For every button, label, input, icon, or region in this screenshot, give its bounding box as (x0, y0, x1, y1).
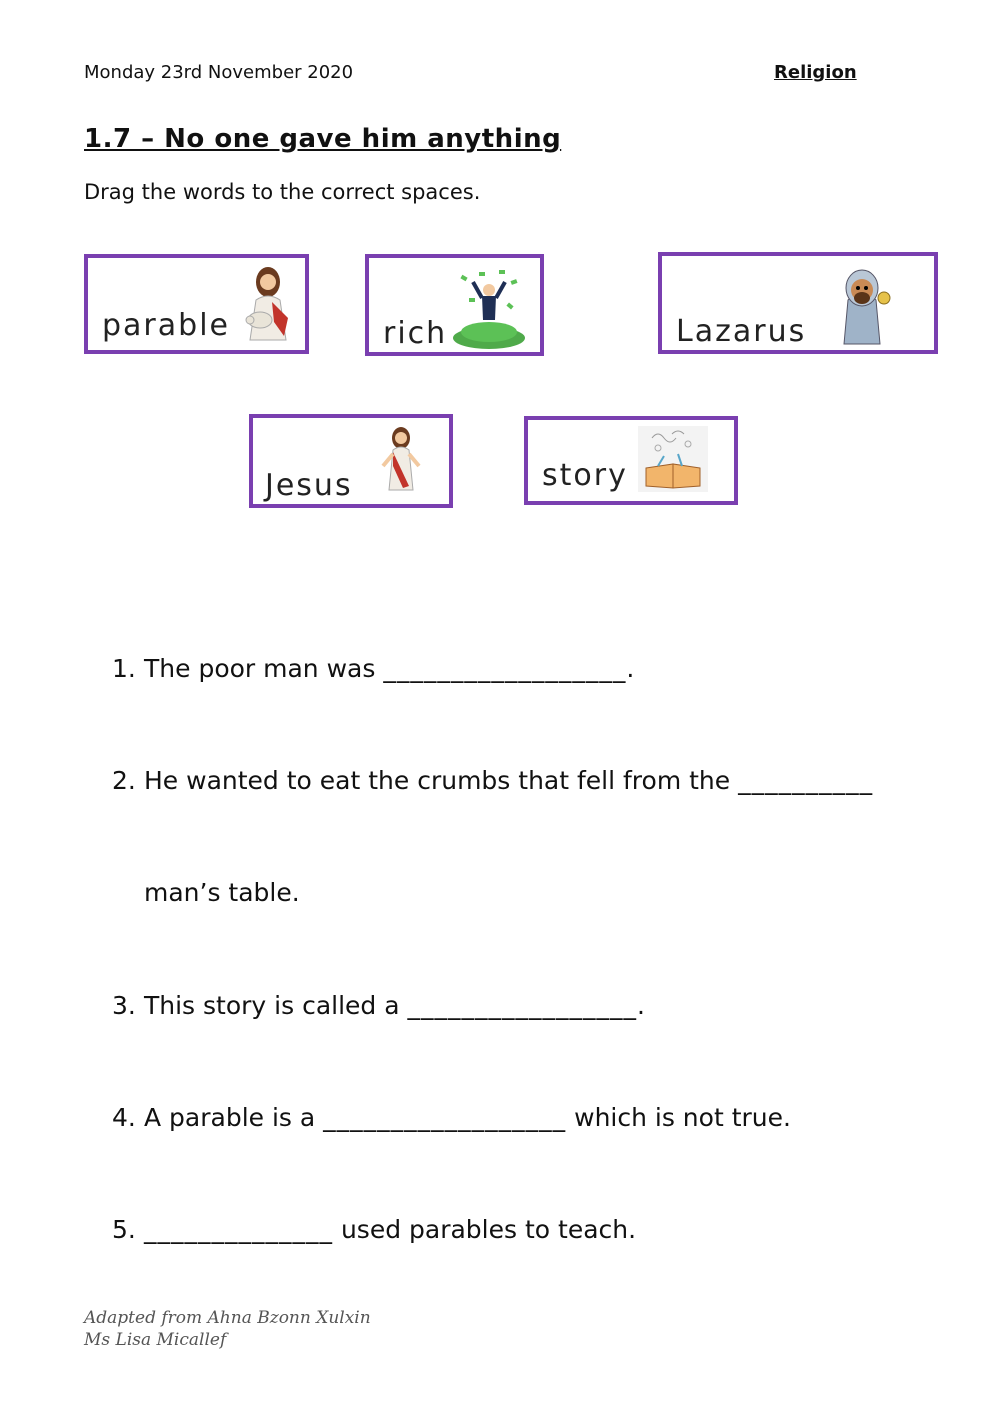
question-5 (112, 1215, 636, 1244)
word-card-label: rich (383, 316, 448, 351)
money-shower-man-icon (449, 266, 529, 350)
question-number: 1. (112, 654, 136, 683)
answer-blank[interactable]: ______________ (144, 1215, 333, 1244)
word-card-parable[interactable] (84, 254, 309, 354)
word-card-lazarus[interactable] (658, 252, 938, 354)
footer-credit-line2: Ms Lisa Micallef (84, 1330, 227, 1350)
jesus-icon (379, 426, 423, 492)
question-number: 5. (112, 1215, 136, 1244)
question-text-end: used parables to teach. (333, 1215, 637, 1244)
question-2 (112, 766, 873, 795)
question-text: A parable is a (144, 1103, 324, 1132)
word-card-story[interactable] (524, 416, 738, 505)
word-card-rich[interactable] (365, 254, 544, 356)
word-card-label: Lazarus (676, 314, 807, 349)
question-text-end: . (637, 991, 645, 1020)
question-number: 2. (112, 766, 136, 795)
question-number: 3. (112, 991, 136, 1020)
question-text-end: . (626, 654, 635, 683)
question-number: 4. (112, 1103, 136, 1132)
jesus-with-lamb-icon (236, 262, 296, 342)
question-text: The poor man was (144, 654, 384, 683)
answer-blank[interactable]: _________________ (407, 991, 638, 1020)
question-text: man’s table. (144, 878, 300, 907)
word-card-label: Jesus (265, 468, 353, 503)
answer-blank[interactable]: __________ (738, 766, 874, 795)
open-storybook-icon (638, 426, 708, 492)
question-4 (112, 1103, 791, 1132)
footer-credit-line1: Adapted from Ahna Bzonn Xulxin (84, 1308, 371, 1328)
word-card-jesus[interactable] (249, 414, 453, 508)
lazarus-beggar-icon (834, 264, 894, 346)
question-text-end: which is not true. (566, 1103, 791, 1132)
question-text: He wanted to eat the crumbs that fell from the (144, 766, 739, 795)
question-3 (112, 991, 645, 1020)
answer-blank[interactable]: __________________ (383, 654, 627, 683)
page-title: 1.7 – No one gave him anything (84, 124, 562, 154)
instruction-text: Drag the words to the correct spaces. (84, 180, 481, 204)
answer-blank[interactable]: __________________ (323, 1103, 567, 1132)
word-card-label: parable (102, 308, 230, 343)
question-2-continuation (112, 878, 300, 907)
question-text: This story is called a (144, 991, 408, 1020)
word-card-label: story (542, 458, 628, 493)
question-1 (112, 654, 634, 683)
date-text: Monday 23rd November 2020 (84, 62, 354, 83)
subject-label: Religion (774, 62, 857, 83)
